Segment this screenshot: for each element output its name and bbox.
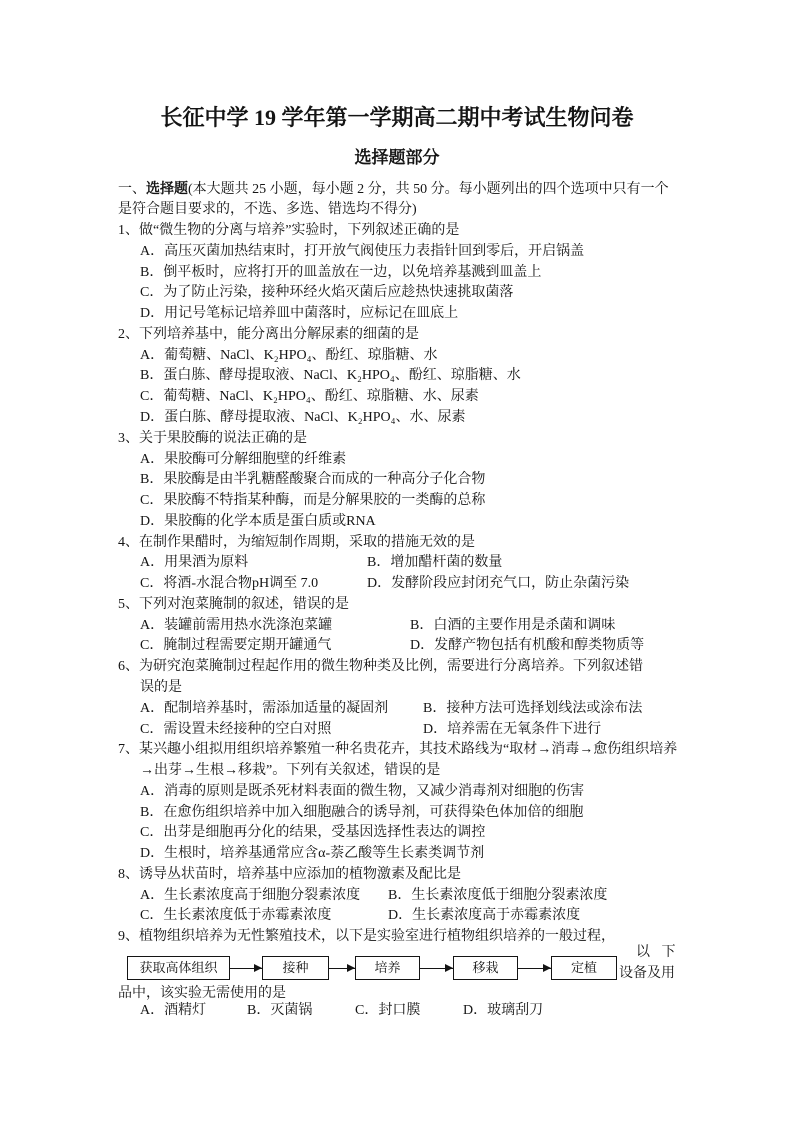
question-3-option-c: C．果胶酶不特指某种酶，而是分解果胶的一类酶的总称 xyxy=(140,493,486,509)
section-instructions: (本大题共 25 小题，每小题 2 分，共 50 分。每小题列出的四个选项中只有一个 xyxy=(188,181,669,197)
question-5-options-row-2 xyxy=(118,636,678,657)
part-title: 选择题部分 xyxy=(354,148,440,167)
question-2-option-d: D．蛋白胨、酵母提取液、NaCl、K₂HPO₄、水、尿素 xyxy=(140,410,466,426)
question-9-option-a: A．酒精灯 xyxy=(140,1003,207,1018)
question-2-option-c: C．葡萄糖、NaCl、K₂HPO₄、酚红、琼脂糖、水、尿素 xyxy=(140,389,479,405)
flow-arrow xyxy=(518,968,551,969)
question-3-stem: 3、关于果胶酶的说法正确的是 xyxy=(118,430,307,446)
question-9-stem-continued: 品中，该实验无需使用的是 xyxy=(118,986,286,1001)
question-3-option-d: D．果胶酶的化学本质是蛋白质或RNA xyxy=(140,513,376,529)
flow-step-box: 接种 xyxy=(262,956,329,980)
question-6-stem: 6、为研究泡菜腌制过程起作用的微生物种类及比例，需要进行分离培养。下列叙述错 xyxy=(118,659,643,675)
question-4-options-row-2 xyxy=(118,574,678,595)
question-6-options-row-1 xyxy=(118,699,678,720)
question-7-stem: 7、某兴趣小组拟用组织培养繁殖一种名贵花卉，其技术路线为“取材→消毒→愈伤组织培养 xyxy=(118,742,678,758)
flow-step-box: 培养 xyxy=(355,956,420,980)
question-4-option-a: A．用果酒为原料 xyxy=(140,555,249,571)
section-instructions-continued: 是符合题目要求的，不选、多选、错选均不得分) xyxy=(118,202,417,218)
question-9-option-c: C．封口膜 xyxy=(355,1003,421,1018)
question-5-option-b: B．白酒的主要作用是杀菌和调味 xyxy=(410,617,616,633)
question-1-option-b: B．倒平板时，应将打开的皿盖放在一边，以免培养基溅到皿盖上 xyxy=(140,264,542,280)
question-6-option-a: A．配制培养基时，需添加适量的凝固剂 xyxy=(140,700,389,716)
question-8-stem: 8、诱导丛状苗时，培养基中应添加的植物激素及配比是 xyxy=(118,866,461,882)
question-5-option-d: D．发酵产物包括有机酸和醇类物质等 xyxy=(410,638,645,654)
question-4-stem: 4、在制作果醋时，为缩短制作周期，采取的措施无效的是 xyxy=(118,534,475,550)
flow-arrow xyxy=(230,968,262,969)
flow-step-box: 获取高体组织 xyxy=(127,956,230,980)
question-6-options-row-2 xyxy=(118,720,678,741)
question-6-option-d: D．培养需在无氧条件下进行 xyxy=(423,721,602,737)
question-1-option-a: A．高压灭菌加热结束时，打开放气阀使压力表指针回到零后，开启锅盖 xyxy=(140,243,585,259)
question-3-option-b: B．果胶酶是由半乳糖醛酸聚合而成的一种高分子化合物 xyxy=(140,472,486,488)
question-1-option-d: D．用记号笔标记培养皿中菌落时，应标记在皿底上 xyxy=(140,306,459,322)
question-9-option-d: D．玻璃刮刀 xyxy=(463,1003,544,1018)
question-8-option-d: D．生长素浓度高于赤霉素浓度 xyxy=(388,908,581,924)
flow-arrow xyxy=(329,968,355,969)
question-7-option-c: C．出芽是细胞再分化的结果，受基因选择性表达的调控 xyxy=(140,825,486,841)
question-4-options-row-1 xyxy=(118,553,678,574)
question-2-option-b: B．蛋白胨、酵母提取液、NaCl、K₂HPO₄、酚红、琼脂糖、水 xyxy=(140,368,521,384)
question-8-options-row-2 xyxy=(118,906,678,927)
question-8-option-b: B．生长素浓度低于细胞分裂素浓度 xyxy=(388,887,608,903)
question-5-option-c: C．腌制过程需要定期开罐通气 xyxy=(140,638,332,654)
question-body xyxy=(118,180,678,948)
question-5-option-a: A．装罐前需用热水洗涤泡菜罐 xyxy=(140,617,333,633)
question-8-options-row-1 xyxy=(118,886,678,907)
question-6-stem-continued: 误的是 xyxy=(140,679,182,695)
question-1-stem: 1、做“微生物的分离与培养”实验时，下列叙述正确的是 xyxy=(118,223,460,239)
flow-step-box: 定植 xyxy=(551,956,617,980)
question-9-option-b: B．灭菌锅 xyxy=(247,1003,313,1018)
question-5-stem: 5、下列对泡菜腌制的叙述，错误的是 xyxy=(118,596,349,612)
section-header-line xyxy=(118,180,678,201)
question-2-option-a: A．葡萄糖、NaCl、K₂HPO₄、酚红、琼脂糖、水 xyxy=(140,347,438,363)
question-8-option-c: C．生长素浓度低于赤霉素浓度 xyxy=(140,908,332,924)
question-9-stem: 9、植物组织培养为无性繁殖技术，以下是实验室进行植物组织培养的一般过程， xyxy=(118,929,615,945)
question-5-options-row-1 xyxy=(118,616,678,637)
question-9-stem-beside-flow-1: 以 下 xyxy=(636,945,676,960)
exam-title: 长征中学 19 学年第一学期高二期中考试生物问卷 xyxy=(160,105,634,130)
question-7-option-a: A．消毒的原则是既杀死材料表面的微生物，又减少消毒剂对细胞的伤害 xyxy=(140,783,585,799)
question-3-option-a: A．果胶酶可分解细胞壁的纤维素 xyxy=(140,451,347,467)
question-9-stem-beside-flow-2: 设备及用 xyxy=(619,966,675,981)
question-4-option-b: B．增加醋杆菌的数量 xyxy=(367,555,503,571)
question-8-option-a: A．生长素浓度高于细胞分裂素浓度 xyxy=(140,887,361,903)
section-prefix: 一、 xyxy=(118,181,146,197)
flow-step-box: 移栽 xyxy=(453,956,518,980)
question-6-option-b: B．接种方法可选择划线法或涂布法 xyxy=(423,700,643,716)
question-6-option-c: C．需设置未经接种的空白对照 xyxy=(140,721,332,737)
question-7-option-d: D．生根时，培养基通常应含α-萘乙酸等生长素类调节剂 xyxy=(140,846,485,862)
question-7-option-b: B．在愈伤组织培养中加入细胞融合的诱导剂，可获得染色体加倍的细胞 xyxy=(140,804,584,820)
question-1-option-c: C．为了防止污染，接种环经火焰灭菌后应趁热快速挑取菌落 xyxy=(140,285,514,301)
flow-arrow xyxy=(420,968,453,969)
question-2-stem: 2、下列培养基中，能分离出分解尿素的细菌的是 xyxy=(118,326,419,342)
section-name: 选择题 xyxy=(146,181,188,197)
question-4-option-d: D．发酵阶段应封闭充气口，防止杂菌污染 xyxy=(367,576,630,592)
question-7-stem-continued: →出芽→生根→移栽”。下列有关叙述，错误的是 xyxy=(140,763,441,779)
question-4-option-c: C．将酒-水混合物pH调至 7.0 xyxy=(140,576,319,592)
